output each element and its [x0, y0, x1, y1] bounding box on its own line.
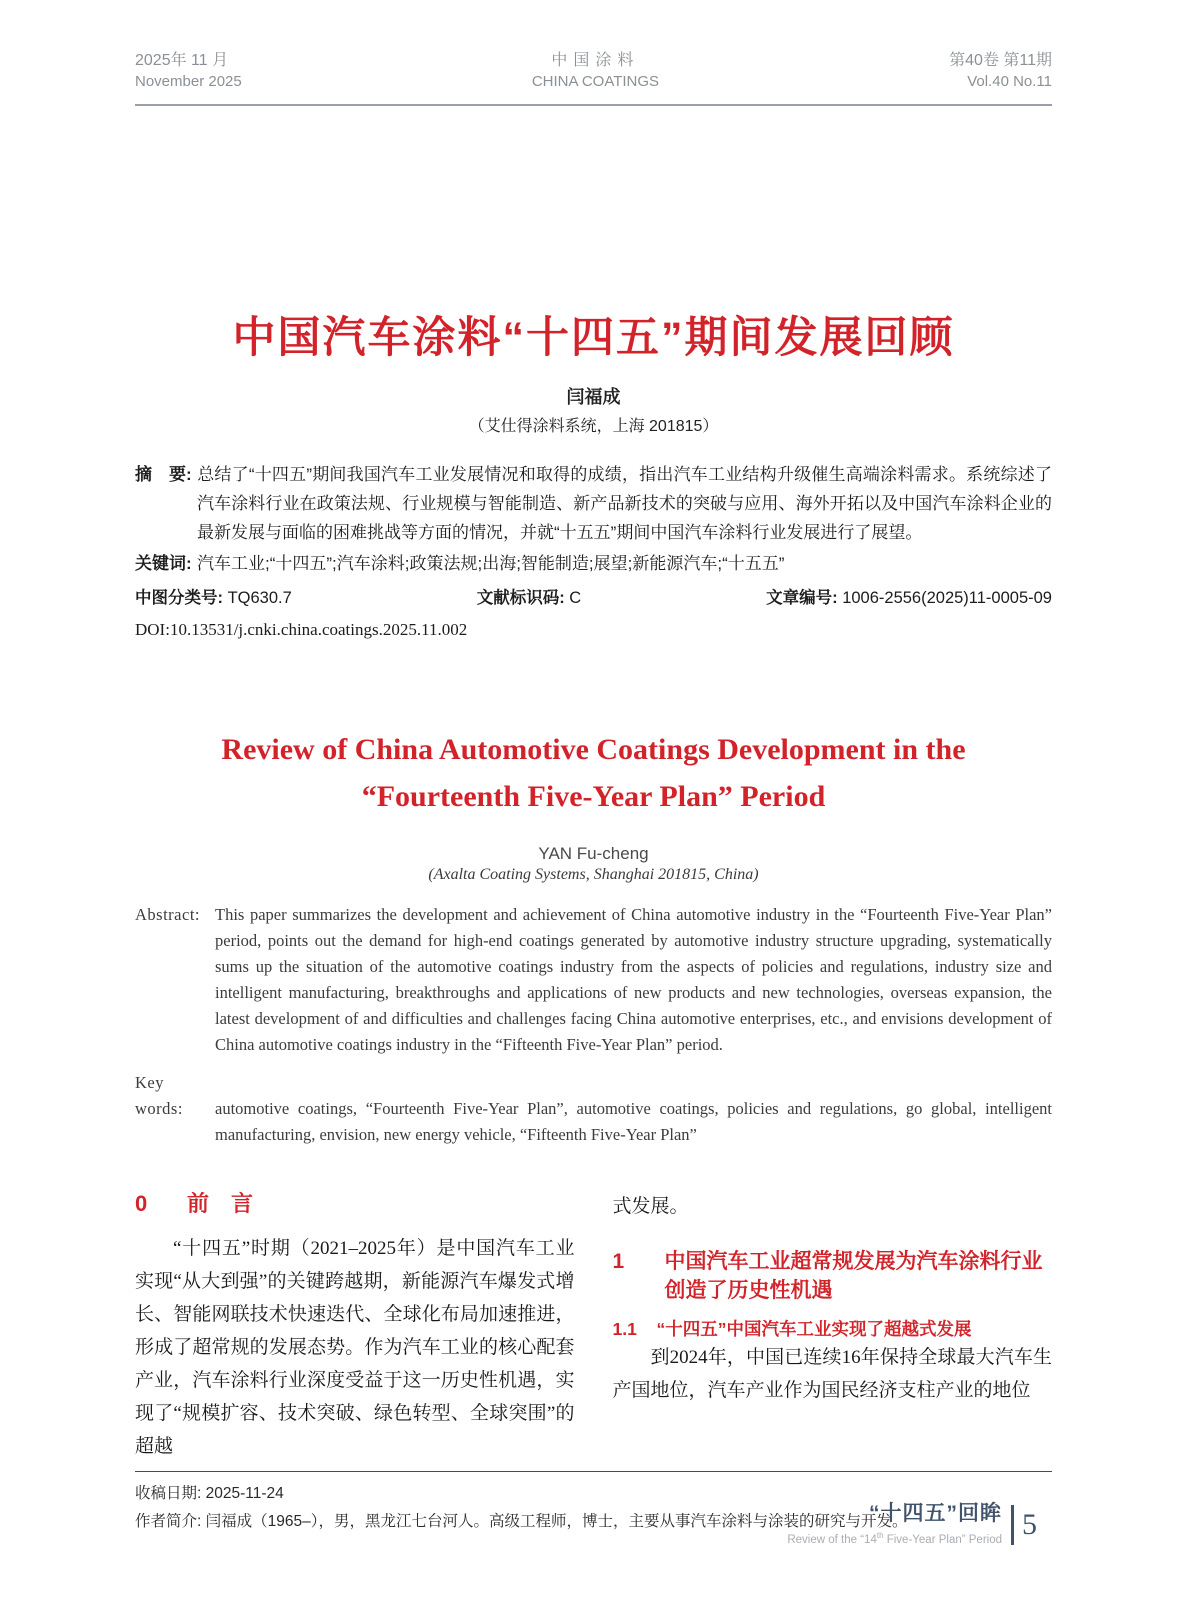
- header-divider: [135, 104, 1052, 106]
- running-head-date: [135, 50, 242, 92]
- abstract-zh: [135, 460, 1052, 547]
- keywords-en-text: automotive coatings, “Fourteenth Five-Year Plan”, automotive coatings, policies and regulations, go global, intelligent manufacturing, envision, new energy vehicle, “Fifteenth Five-Year Plan”: [215, 1098, 1052, 1144]
- abstract-en: [135, 902, 1052, 1058]
- section-1-1-title: “十四五”中国汽车工业实现了超越式发展: [656, 1318, 972, 1339]
- doi: DOI:10.13531/j.cnki.china.coatings.2025.11.002: [135, 619, 468, 639]
- keywords-en: [135, 1070, 1052, 1148]
- document-code-label: 文献标识码:: [476, 588, 570, 607]
- section-1-number: 1: [612, 1249, 625, 1273]
- document-code-value: C: [569, 588, 582, 607]
- section-1-title: 中国汽车工业超常规发展为汽车涂料行业创造了历史性机遇: [664, 1249, 1043, 1302]
- footer-en-sup: th: [876, 1531, 884, 1541]
- page-number: 5: [1022, 1508, 1037, 1542]
- article-title-en: [135, 726, 1052, 820]
- section-0-number: 0: [135, 1190, 148, 1216]
- clc-number: [135, 586, 292, 610]
- section-1-1-number: 1.1: [612, 1318, 637, 1339]
- running-head-volume: [949, 50, 1052, 92]
- body-column-left: [135, 1190, 575, 1463]
- intro-paragraph-continued: 式发展。: [612, 1195, 689, 1217]
- intro-paragraph: “十四五”时期（2021–2025年）是中国汽车工业实现“从大到强”的关键跨越期，新能源汽车爆发式增长、智能网联技术快速迭代、全球化布局加速推进，形成了超常规的发展态势。作为汽车工业的核心配套产业，汽车涂料行业深度受益于这一历史性机遇，实现了“规模扩容、技术突破、绿色转型、全球突围”的超越: [135, 1237, 575, 1457]
- section-0-title: 前 言: [187, 1190, 254, 1216]
- received-date-value: 2025-11-24: [205, 1484, 284, 1502]
- article-title-en-line1: Review of China Automotive Coatings Development in the: [221, 732, 966, 766]
- running-head: [135, 50, 1052, 92]
- footer-column-title-en: [787, 1528, 1002, 1548]
- affiliation-zh: （艾仕得涂料系统，上海 201815）: [468, 417, 719, 435]
- journal-name-en: CHINA COATINGS: [531, 73, 660, 90]
- journal-name-zh: 中国涂料: [551, 52, 640, 69]
- volume-issue-zh: 第40卷 第11期: [949, 52, 1052, 69]
- footer-en-prefix: Review of the “14: [787, 1534, 877, 1546]
- keywords-zh: [135, 549, 1052, 578]
- clc-label: 中图分类号:: [135, 588, 228, 607]
- volume-issue-en: Vol.40 No.11: [967, 73, 1052, 90]
- affiliation-en: (Axalta Coating Systems, Shanghai 201815, China): [428, 865, 759, 883]
- footer-column-title: [787, 1502, 1002, 1548]
- section-1-1-heading: [613, 1317, 1053, 1341]
- body-column-right: [613, 1190, 1053, 1463]
- author-bio-label: 作者简介:: [135, 1512, 206, 1530]
- received-date-label: 收稿日期:: [135, 1484, 206, 1502]
- abstract-zh-text: 总结了“十四五”期间我国汽车工业发展情况和取得的成绩，指出汽车工业结构升级催生高端涂料需求。系统综述了汽车涂料行业在政策法规、行业规模与智能制造、新产品新技术的突破与应用、海外开拓以及中国汽车涂料企业的最新发展与面临的困难挑战等方面的情况，并就“十五五”期间中国汽车涂料行业发展进行了展望。: [197, 464, 1052, 542]
- abstract-zh-label: 摘 要:: [135, 464, 192, 484]
- page-footer: [787, 1502, 1037, 1548]
- author-name-en: YAN Fu-cheng: [538, 843, 649, 863]
- article-title-en-line2: “Fourteenth Five-Year Plan” Period: [361, 779, 826, 813]
- abstract-en-text: This paper summarizes the development and achievement of China automotive industry in the “Fourteenth Five-Year Plan” period, points out the demand for high-end coatings generated by automotive industry structure upgrading, systematically sums up the situation of the automotive coatings industry from the aspects of policies and regulations, industry size and intelligent manufacturing, breakthroughs and applications of new products and new technologies, overseas expansion, the latest development of and difficulties and challenges facing China automotive enterprises, etc., and envisions development of China automotive coatings industry in the “Fifteenth Five-Year Plan” period.: [215, 904, 1052, 1054]
- footer-en-suffix: Five-Year Plan” Period: [883, 1534, 1002, 1546]
- document-code: [477, 586, 582, 610]
- section-1-heading: [613, 1247, 1053, 1305]
- article-id-label: 文章编号:: [766, 588, 843, 607]
- footnote-divider: [135, 1471, 1052, 1472]
- keywords-zh-label: 关键词:: [135, 553, 192, 573]
- issue-date-en: November 2025: [135, 73, 242, 90]
- keywords-en-label: Key words:: [135, 1072, 183, 1118]
- article-title-zh: 中国汽车涂料“十四五”期间发展回顾: [232, 314, 955, 362]
- article-id: [766, 586, 1052, 610]
- keywords-zh-text: 汽车工业;“十四五”;汽车涂料;政策法规;出海;智能制造;展望;新能源汽车;“十五五”: [197, 553, 785, 573]
- section-0-heading: [135, 1190, 575, 1218]
- footer-divider-bar: [1011, 1505, 1014, 1545]
- author-bio-value: 闫福成（1965–），男，黑龙江七台河人。高级工程师，博士，主要从事汽车涂料与涂装的研究与开发。: [205, 1512, 908, 1530]
- issue-date-zh: 2025年 11 月: [135, 52, 229, 69]
- body-columns: [135, 1190, 1052, 1463]
- classification-row: [135, 586, 1052, 610]
- article-id-value: 1006-2556(2025)11-0005-09: [842, 588, 1052, 607]
- clc-value: TQ630.7: [227, 588, 292, 607]
- abstract-en-label: Abstract:: [135, 904, 200, 924]
- running-head-journal: [532, 50, 659, 92]
- footer-column-title-zh: “十四五”回眸: [869, 1502, 1002, 1526]
- author-name-zh: 闫福成: [566, 386, 621, 407]
- section-1-1-paragraph: 到2024年，中国已连续16年保持全球最大汽车生产国地位，汽车产业作为国民经济支柱产业的地位: [612, 1346, 1052, 1401]
